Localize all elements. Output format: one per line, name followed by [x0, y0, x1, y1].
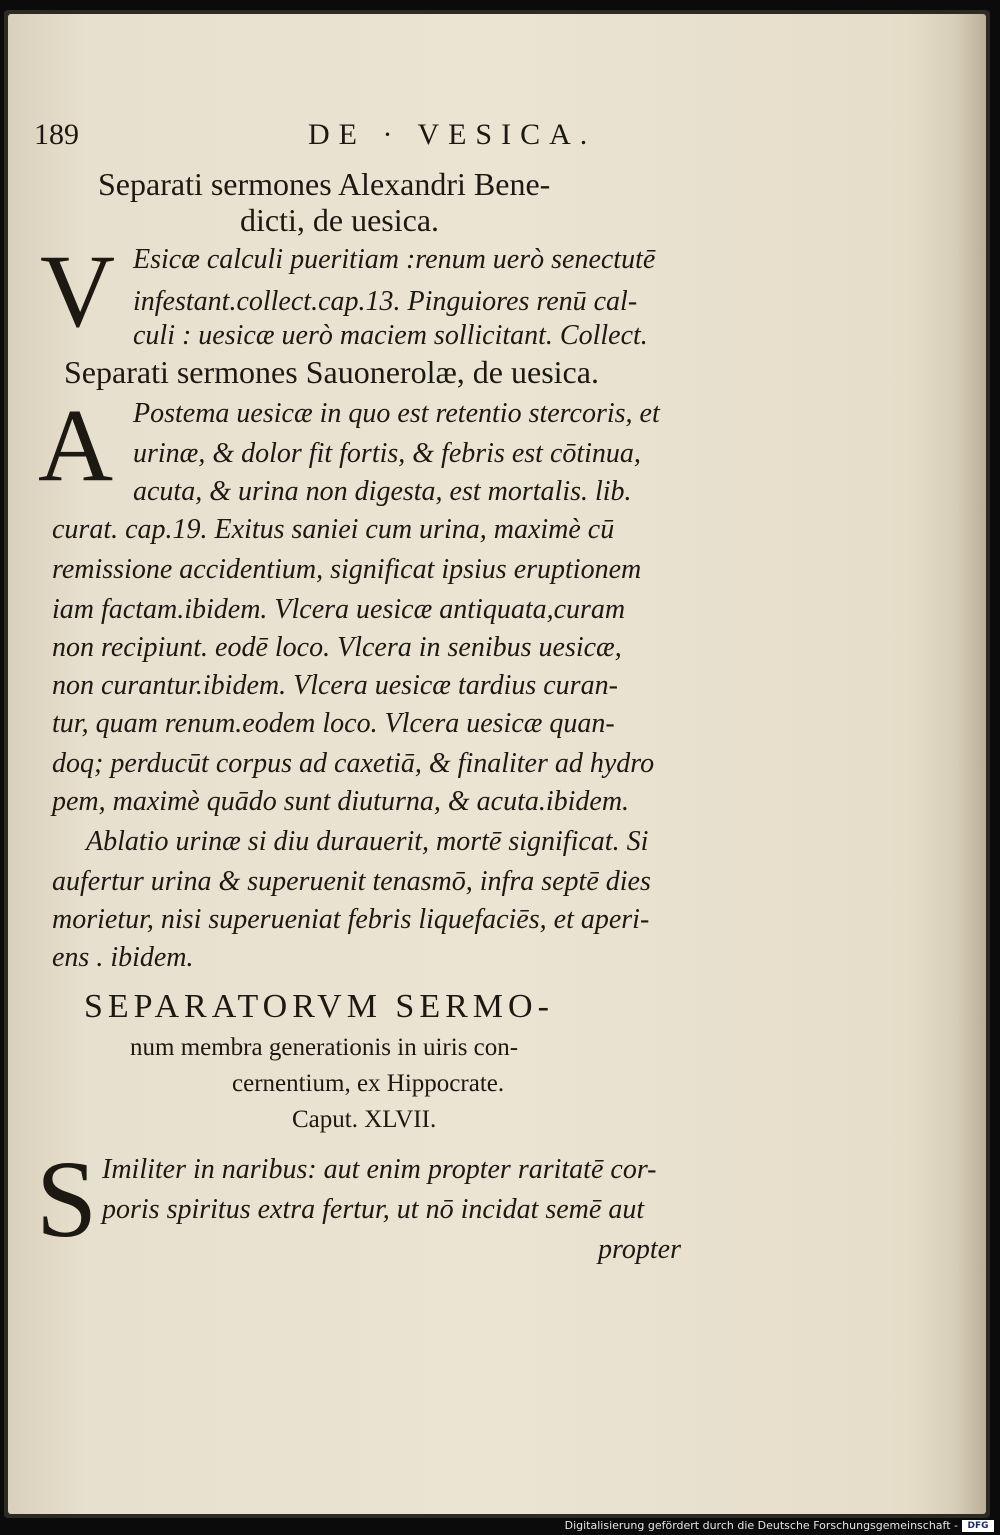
section3-line: poris spiritus extra fertur, ut nō incidat semē aut	[102, 1194, 645, 1225]
page-edge-shading	[956, 14, 986, 1514]
dropcap-v: V	[40, 234, 116, 349]
dropcap-a: A	[38, 388, 114, 503]
section1-heading-line2: dicti, de uesica.	[240, 202, 440, 238]
section2-line: ens . ibidem.	[52, 942, 194, 973]
section2-line: iam factam.ibidem. Vlcera uesicæ antiquata,curam	[52, 594, 626, 625]
section1-line: infestant.collect.cap.13. Pinguiores renū cal-	[133, 286, 638, 317]
section2-line: urinæ, & dolor fit fortis, & febris est cōtinua,	[133, 438, 641, 469]
footer-credit: Digitalisierung gefördert durch die Deutsche Forschungsgemeinschaft -	[564, 1519, 958, 1532]
section1-heading-line1: Separati sermones Alexandri Bene-	[98, 166, 551, 202]
section1-line: culi : uesicæ uerò maciem sollicitant. Collect.	[133, 320, 648, 351]
section3-line: Imiliter in naribus: aut enim propter raritatē cor-	[102, 1154, 657, 1185]
section2-line: curat. cap.19. Exitus saniei cum urina, maximè cū	[52, 514, 615, 545]
section2-line: non recipiunt. eodē loco. Vlcera in senibus uesicæ,	[52, 632, 622, 663]
dfg-logo: DFG	[962, 1520, 994, 1532]
chapter-caput: Caput. XLVII.	[292, 1106, 437, 1133]
chapter-heading: SEPARATORVM SERMO-	[84, 988, 554, 1025]
dropcap-s: S	[36, 1138, 98, 1260]
section2-line: doq; perducūt corpus ad caxetiā, & finaliter ad hydro	[52, 748, 655, 779]
chapter-subheading-line2: cernentium, ex Hippocrate.	[232, 1070, 505, 1097]
section2-line: morietur, nisi superueniat febris liquefaciēs, et aperi-	[52, 904, 650, 935]
page-number: 189	[34, 118, 79, 151]
section2-line: pem, maximè quādo sunt diuturna, & acuta.ibidem.	[52, 786, 630, 817]
section1-line: Esicæ calculi pueritiam :renum uerò senectutē	[133, 244, 656, 275]
section2-line: non curantur.ibidem. Vlcera uesicæ tardius curan-	[52, 670, 618, 701]
running-head: DE · VESICA.	[308, 118, 597, 151]
book-page	[8, 14, 986, 1514]
chapter-subheading-line1: num membra generationis in uiris con-	[130, 1034, 519, 1061]
catchword: propter	[598, 1234, 681, 1265]
section2-line: remissione accidentium, significat ipsius eruptionem	[52, 554, 642, 585]
section2-line: Postema uesicæ in quo est retentio stercoris, et	[133, 398, 660, 429]
section2-line: Ablatio urinæ si diu durauerit, mortē significat. Si	[86, 826, 649, 857]
section2-line: aufertur urina & superuenit tenasmō, infra septē dies	[52, 866, 651, 897]
section2-line: tur, quam renum.eodem loco. Vlcera uesicæ quan-	[52, 708, 615, 739]
section2-line: acuta, & urina non digesta, est mortalis. lib.	[133, 476, 632, 507]
section2-heading: Separati sermones Sauonerolæ, de uesica.	[64, 354, 599, 390]
